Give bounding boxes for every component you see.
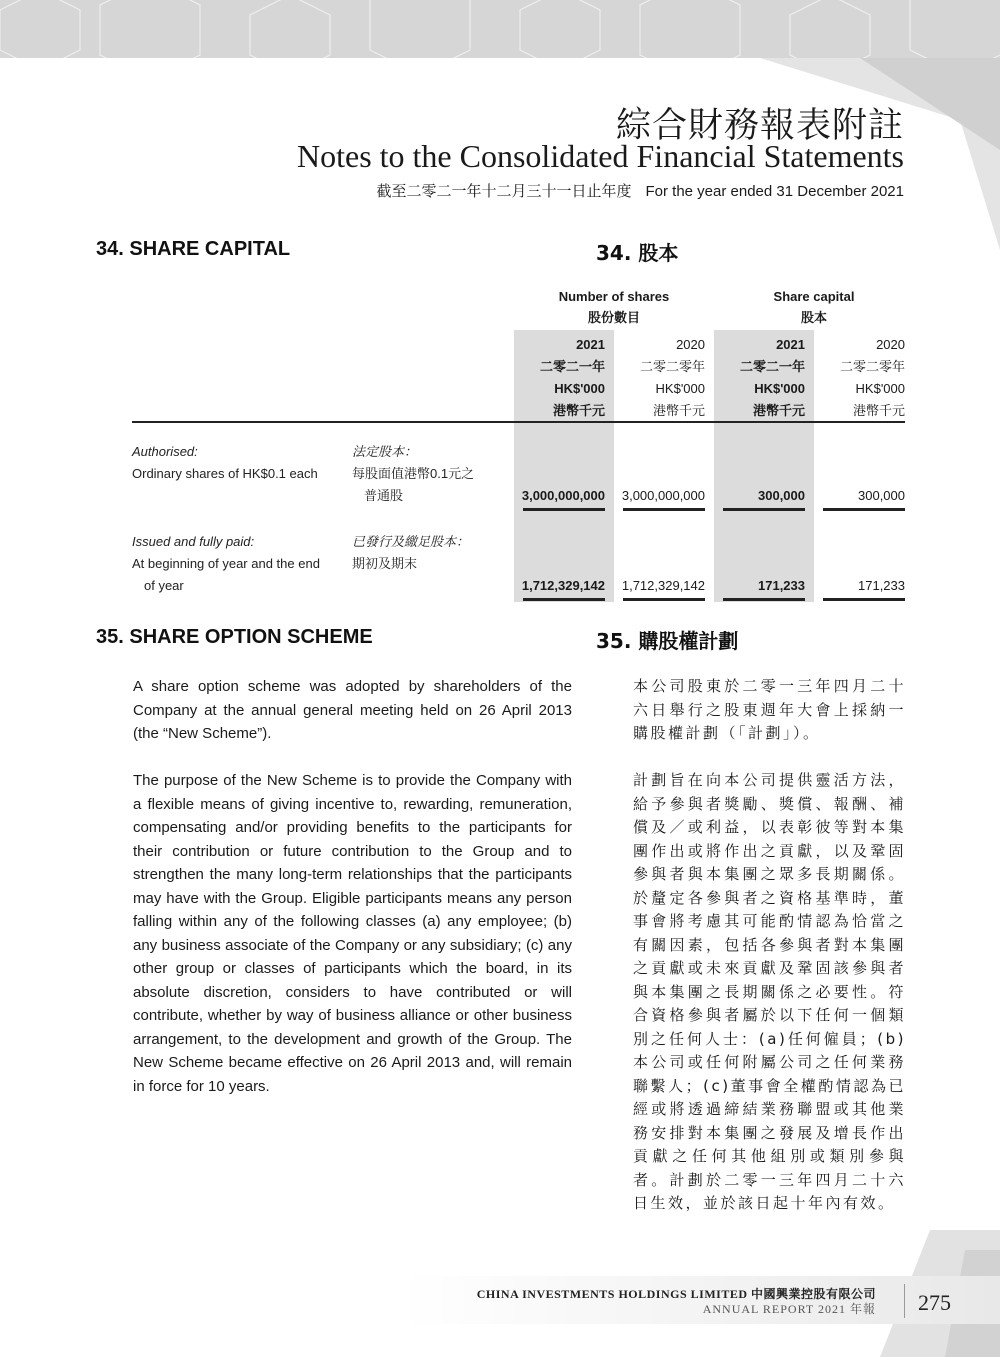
share-capital-heading-zh: 34. 股本: [596, 241, 679, 265]
share-option-heading-zh: 35. 購股權計劃: [596, 629, 739, 653]
group-heading-capital: [714, 286, 914, 328]
footer-company: CHINA INVESTMENTS HOLDINGS LIMITED 中國興業控股有限公司: [476, 1287, 876, 1301]
authorised-shares-2021: 3,000,000,000: [521, 488, 605, 503]
issued-shares-2021: 1,712,329,142: [521, 578, 605, 593]
authorised-heading-zh: 法定股本：: [352, 444, 418, 459]
authorised-capital-2021: 300,000: [758, 488, 805, 503]
period-zh: 截至二零二一年十二月三十一日止年度: [376, 183, 632, 200]
col-unit: HK$'000: [554, 381, 605, 396]
share-option-para2-zh: 計劃旨在向本公司提供靈活方法，給予參與者獎勵、獎償、報酬、補償及／或利益，以表彰彼等對本集團作出或將作出之貢獻，以及鞏固參與者與本集團之眾多長期關係。於釐定各參與者之資格基準時，董事會將考慮其可能酌情認為恰當之有關因素，包括各參與者對本集團之貢獻或未來貢獻及鞏固該參與者與本集團之長期關係之必要性。符合資格參與者屬於以下任何一個類別之任何人士：(a)任何僱員；(b)本公司或任何附屬公司之任何業務聯繫人；(c)董事會全權酌情認為已經或將透過締結業務聯盟或其他業務安排對本集團之發展及增長作出貢獻之任何其他組別或類別參與者。計劃於二零一三年四月二十六日生效，並於該日起十年內有效。: [633, 771, 906, 1212]
issued-line2: of year: [144, 578, 184, 593]
underline: [523, 508, 605, 511]
col-header-capital-2020: [805, 334, 905, 422]
share-option-para1: A share option scheme was adopted by shareholders of the Company at the annual general meeting held on 26 April 2013 (the “New Scheme”).: [133, 678, 572, 742]
group-heading-shares-zh: 股份數目: [587, 310, 640, 325]
underline: [823, 598, 905, 601]
issued-capital-2021: 171,233: [758, 578, 805, 593]
col-unit: HK$'000: [855, 381, 905, 396]
page-title-en: Notes to the Consolidated Financial Statements: [296, 138, 904, 174]
issued-capital-2020: 171,233: [858, 578, 905, 593]
issued-line1: At beginning of year and the end: [132, 556, 320, 571]
underline: [823, 508, 905, 511]
col-unit-zh: 港幣千元: [652, 403, 705, 418]
share-option-heading: 35. SHARE OPTION SCHEME: [96, 626, 373, 648]
share-option-para1-zh: 本公司股東於二零一三年四月二十六日舉行之股東週年大會上採納一購股權計劃（「計劃」）。: [633, 677, 906, 742]
col-header-capital-2021: [705, 334, 805, 422]
authorised-capital-2020: 300,000: [858, 488, 905, 503]
authorised-line1: Ordinary shares of HK$0.1 each: [132, 466, 318, 481]
footer-report: ANNUAL REPORT 2021 年報: [702, 1302, 876, 1316]
col-unit-zh: 港幣千元: [552, 403, 605, 418]
col-unit-zh: 港幣千元: [752, 403, 805, 418]
col-year: 2021: [576, 337, 605, 352]
page-title-zh: 綜合財務報表附註: [615, 106, 904, 146]
underline: [623, 508, 705, 511]
footer-divider: [904, 1284, 905, 1318]
issued-label-zh: [352, 531, 469, 575]
authorised-label: [132, 441, 318, 485]
col-year: 2020: [876, 337, 905, 352]
authorised-line1-zh: 每股面值港幣0.1元之: [352, 466, 475, 481]
share-capital-heading: 34. SHARE CAPITAL: [96, 238, 291, 260]
col-year: 2021: [776, 337, 805, 352]
group-heading-shares: [514, 286, 714, 328]
authorised-line2-zh: 普通股: [364, 488, 404, 503]
underline: [523, 598, 605, 601]
col-year-zh: 二零二零年: [839, 359, 905, 374]
group-heading-capital-zh: 股本: [800, 310, 827, 325]
issued-line1-zh: 期初及期末: [352, 556, 418, 571]
group-heading-capital-en: Share capital: [773, 289, 855, 304]
underline: [723, 508, 805, 511]
col-year: 2020: [676, 337, 705, 352]
col-header-shares-2021: [505, 334, 605, 422]
authorised-shares-2020: 3,000,000,000: [621, 488, 705, 503]
issued-heading-zh: 已發行及繳足股本：: [352, 534, 470, 549]
authorised-heading: Authorised:: [132, 444, 198, 459]
col-header-shares-2020: [605, 334, 705, 422]
issued-label: [132, 531, 320, 597]
group-heading-shares-en: Number of shares: [558, 289, 670, 304]
underline: [723, 598, 805, 601]
issued-shares-2020: 1,712,329,142: [621, 578, 705, 593]
authorised-label-zh: [352, 441, 474, 507]
col-year-zh: 二零二零年: [639, 359, 705, 374]
table-header-rule: [132, 421, 905, 423]
col-unit: HK$'000: [655, 381, 705, 396]
period-subtitle: [376, 180, 904, 201]
period-en: For the year ended 31 December 2021: [645, 183, 904, 200]
issued-heading: Issued and fully paid:: [132, 534, 255, 549]
page-number: 275: [918, 1290, 951, 1315]
col-year-zh: 二零二一年: [739, 359, 805, 374]
share-option-para2: The purpose of the New Scheme is to provide the Company with a flexible means of giving incentive to, rewarding, remuneration, compensating and/or providing benefits to the participants for their contribution or future contribution to the Group and to strengthen the many long-term relationships that the participants may have with the Group. Eligible participants means any person falling within any of the following classes (a) any employee; (b) any business associate of the Company or any subsidiary; (c) any other group or classes of participants which the board, in its absolute discretion, considers to have contributed or will contribute, whether by way of business alliance or other business arrangement, to the development and growth of the Group. The New Scheme became effective on 26 April 2013 and, will remain in force for 10 years.: [133, 772, 572, 1095]
col-year-zh: 二零二一年: [539, 359, 605, 374]
underline: [623, 598, 705, 601]
col-unit-zh: 港幣千元: [852, 403, 905, 418]
col-unit: HK$'000: [754, 381, 805, 396]
